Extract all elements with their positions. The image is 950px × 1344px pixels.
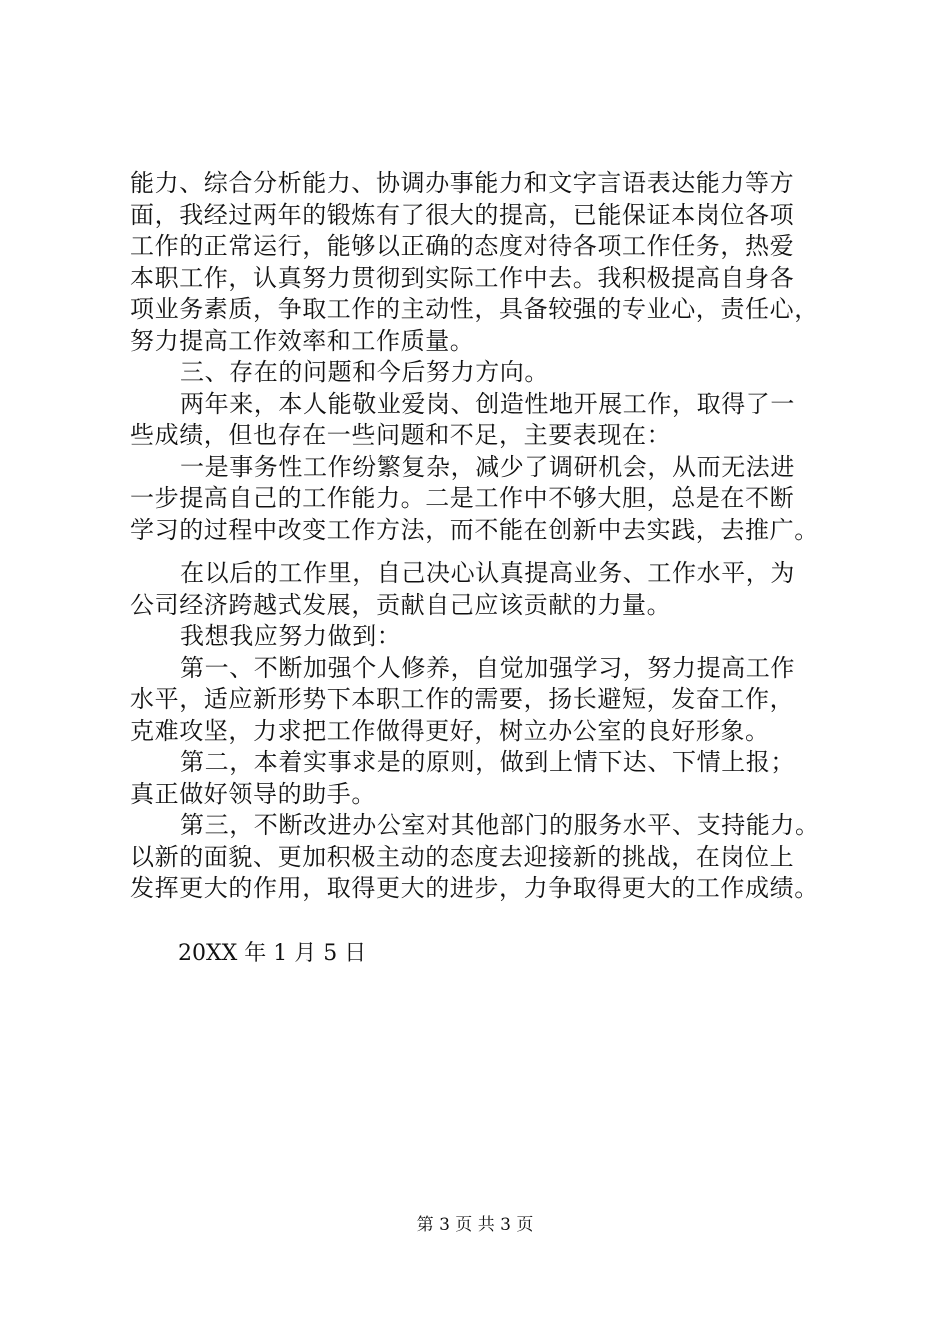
text-line: 一步提高自己的工作能力。二是工作中不够大胆，总是在不断 bbox=[130, 484, 795, 512]
section-heading: 三、存在的问题和今后努力方向。 bbox=[180, 358, 549, 386]
document-date: 20XX 年 1 月 5 日 bbox=[178, 941, 367, 966]
text-line: 面，我经过两年的锻炼有了很大的提高，已能保证本岗位各项 bbox=[130, 200, 795, 229]
text-line: 第二，本着实事求是的原则，做到上情下达、下情上报； bbox=[180, 748, 795, 776]
text-line: 两年来，本人能敬业爱岗、创造性地开展工作，取得了一 bbox=[180, 389, 795, 418]
text-line: 第一、不断加强个人修养，自觉加强学习，努力提高工作 bbox=[180, 653, 795, 682]
text-line: 些成绩，但也存在一些问题和不足，主要表现在： bbox=[130, 421, 672, 449]
text-line: 一是事务性工作纷繁复杂，减少了调研机会，从而无法进 bbox=[180, 452, 795, 481]
text-line: 项业务素质，争取工作的主动性，具备较强的专业心，责任心， bbox=[130, 295, 819, 323]
text-line: 水平，适应新形势下本职工作的需要，扬长避短，发奋工作， bbox=[130, 685, 795, 713]
text-line: 努力提高工作效率和工作质量。 bbox=[130, 326, 475, 355]
text-line: 发挥更大的作用，取得更大的进步，力争取得更大的工作成绩。 bbox=[130, 874, 819, 902]
text-line: 克难攻坚，力求把工作做得更好，树立办公室的良好形象。 bbox=[130, 716, 770, 745]
text-line: 工作的正常运行，能够以正确的态度对待各项工作任务，热爱 bbox=[130, 232, 795, 260]
page-footer: 第 3 页 共 3 页 bbox=[416, 1215, 534, 1235]
text-line: 真正做好领导的助手。 bbox=[130, 779, 376, 808]
text-line: 我想我应努力做到： bbox=[180, 622, 402, 650]
text-line: 学习的过程中改变工作方法，而不能在创新中去实践，去推广。 bbox=[130, 515, 819, 544]
text-line: 第三，不断改进办公室对其他部门的服务水平、支持能力。 bbox=[180, 811, 820, 839]
paragraph-gap bbox=[130, 546, 846, 558]
text-line: 在以后的工作里，自己决心认真提高业务、工作水平，为 bbox=[180, 559, 795, 587]
text-line: 以新的面貌、更加积极主动的态度去迎接新的挑战，在岗位上 bbox=[130, 842, 795, 871]
text-line: 公司经济跨越式发展，贡献自己应该贡献的力量。 bbox=[130, 590, 672, 619]
document-body bbox=[130, 168, 846, 905]
text-line: 能力、综合分析能力、协调办事能力和文字言语表达能力等方 bbox=[130, 169, 795, 197]
text-line: 本职工作，认真努力贯彻到实际工作中去。我积极提高自身各 bbox=[130, 263, 795, 292]
